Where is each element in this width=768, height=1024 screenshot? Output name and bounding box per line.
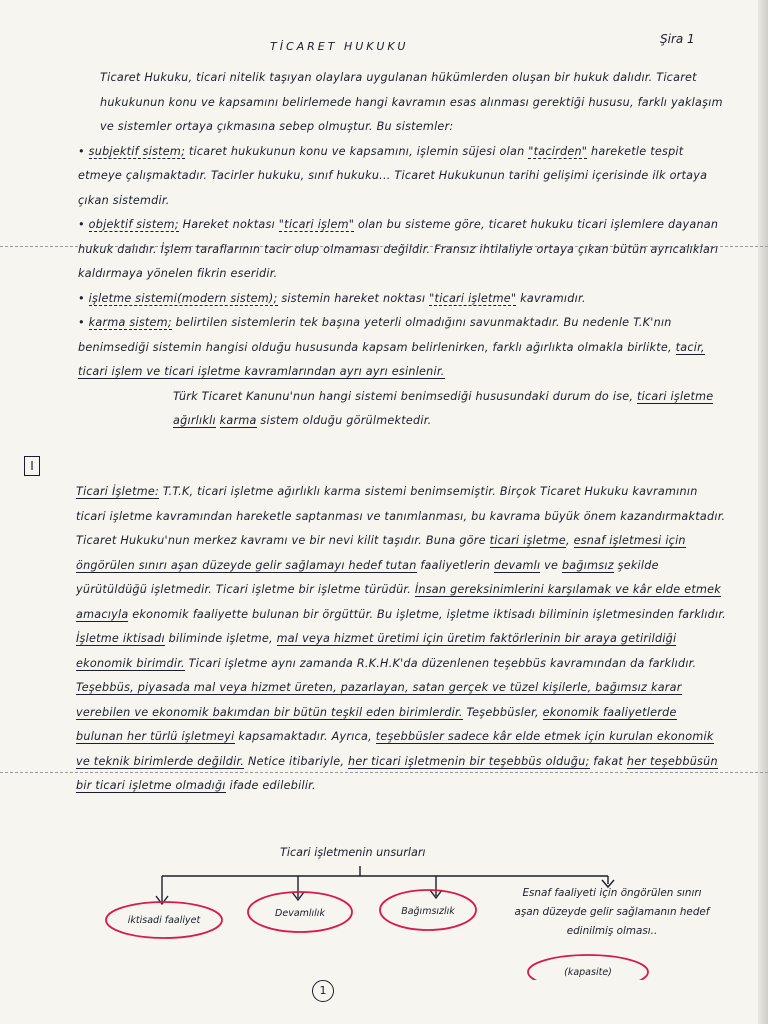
footer-page-number: 1 xyxy=(312,980,334,1002)
key-term: bağımsız xyxy=(561,558,614,572)
element-label: iktisadi faaliyet xyxy=(127,915,201,926)
kapasite-label: (kapasite) xyxy=(564,967,612,978)
key-term: devamlı xyxy=(493,558,541,572)
diagram-note: Esnaf faaliyeti için öngörülen sınırı aşan düzeyde gelir sağlamanın hedef edinilmiş olması.. xyxy=(514,887,710,937)
page-title: TİCARET HUKUKU xyxy=(270,40,409,53)
key-term: "tacirden" xyxy=(528,144,588,158)
key-term: "ticari işletme" xyxy=(429,291,517,305)
key-term: her teşebbüsün bir ticari işletme olmadığı xyxy=(76,754,718,792)
intro-section xyxy=(78,66,726,434)
key-term: ticari işletme ağırlıklı xyxy=(173,389,714,427)
key-term: İnsan gereksinimlerini karşılamak ve kâr elde etmek amacıyla xyxy=(76,583,721,621)
element-oval-kapasite xyxy=(528,955,648,980)
bullet-isletme: • işletme sistemi(modern sistem); sistemin hareket noktası "ticari işletme" kavramıdır. xyxy=(78,291,586,305)
element-oval-bagimsizlik xyxy=(380,890,476,930)
key-term: teşebbüsler sadece kâr elde etmek için kurulan ekonomik ve teknik birimlerde değildir. xyxy=(76,730,714,768)
key-term: tacir, ticari işlem ve ticari işletme kavramlarından ayrı ayrı esinlenir. xyxy=(78,340,705,378)
bullet-subjektif: • subjektif sistem; ticaret hukukunun konu ve kapsamını, işlemin süjesi olan "tacirden" hareketle tespit etmeye çalışmaktadır. Tacirler hukuku, sınıf hukuku... Ticaret Hukukunun tarihi gelişimi içerisinde ilk ortaya çıkan sistemdir. xyxy=(78,144,708,207)
section-lead: Ticari İşletme: xyxy=(76,485,160,498)
key-term: karma xyxy=(219,414,257,427)
bullet-objektif: • objektif sistem; Hareket noktası "ticari işlem" olan bu sisteme göre, ticaret hukuku ticari işlemlere dayanan hukuk dalıdır. İşlem taraflarının tacir olup olmaması değildir. Fransız ihtilaliyle ortaya çıkan bütün ayrıcalıkları kaldırmaya yönelen fikrin eseridir. xyxy=(78,218,719,280)
ticari-isletme-paragraph: Ticari İşletme: T.T.K, ticari işletme ağırlıklı karma sistemi benimsemiştir. Birçok Ticaret Hukuku kavramının ticari işletme kavramından hareketle saptanması ve tanımlanması, bu kavrama büyük önem kazandırmaktadır. Ticaret Hukuku'nun merkez kavramı ve bir nevi kilit taşıdır. Buna göre ticari işletme, esnaf işletmesi için öngörülen sınırı aşan düzeyde gelir sağlamayı hedef tutan faaliyetlerin devamlı ve bağımsız şekilde yürütüldüğü işletmedir. Ticari işletme bir işletme türüdür. İnsan gereksinimlerini karşılamak ve kâr elde etmek amacıyla ekonomik faaliyette bulunan bir örgüttür. Bu işletme, işletme iktisadı biliminin işletmesinden farklıdır. İşletme iktisadı biliminde işletme, mal veya hizmet üretimi için üretim faktörlerinin bir araya getirildiği ekonomik birimdir. Ticari işletme aynı zamanda R.K.H.K'da düzenlenen teşebbüs kavramından da farklıdır. Teşebbüs, piyasada mal veya hizmet üreten, pazarlayan, satan gerçek ve tüzel kişilerle, bağımsız karar verebilen ve ekonomik bakımdan bir bütün teşkil eden birimlerdir. Teşebbüsler, ekonomik faaliyetlerde bulunan her türlü işletmeyi kapsamaktadır. Ayrıca, teşebbüsler sadece kâr elde etmek için kurulan ekonomik ve teknik birimlerde değildir. Netice itibariyle, her ticari işletmenin bir teşebbüs olduğu; fakat her teşebbüsün bir ticari işletme olmadığı ifade edilebilir. xyxy=(76,485,726,792)
key-term: her ticari işletmenin bir teşebbüs olduğu; xyxy=(348,754,590,768)
bullet-lead: subjektif sistem; xyxy=(88,144,186,158)
bullet-lead: karma sistem; xyxy=(88,316,172,329)
element-label: Devamlılık xyxy=(275,908,325,919)
bullet-lead: işletme sistemi(modern sistem); xyxy=(88,291,278,305)
page-label: Şira 1 xyxy=(660,32,695,46)
key-term: Teşebbüs, piyasada mal veya hizmet üreten, pazarlayan, satan gerçek ve tüzel kişilerle, bağımsız karar verebilen ve ekonomik bakımdan bir bütün teşkil eden birimlerdir. xyxy=(76,681,682,719)
closing-paragraph: Türk Ticaret Kanunu'nun hangi sistemi benimsediği hususundaki durum do ise, ticari işletme ağırlıklı karma sistem olduğu görülmektedir. xyxy=(173,389,714,427)
ticari-isletme-section xyxy=(76,480,726,799)
element-oval-iktisadi xyxy=(106,902,222,938)
key-term: "ticari işlem" xyxy=(278,218,355,231)
key-term: ticari işletme xyxy=(489,534,566,547)
intro-paragraph: Ticaret Hukuku, ticari nitelik taşıyan olaylara uygulanan hükümlerden oluşan bir hukuk dalıdır. Ticaret hukukunun konu ve kapsamını belirlemede hangi kavramın esas alınması gerektiği hususu, farklı yaklaşım ve sistemler ortaya çıkmasına sebep olmuştur. Bu sistemler: xyxy=(100,71,723,133)
element-label: Bağımsızlık xyxy=(401,906,455,917)
diagram-title: Ticari işletmenin unsurları xyxy=(280,846,426,859)
key-term: mal veya hizmet üretimi için üretim faktörlerinin bir araya getirildiği ekonomik birimdir. xyxy=(76,632,677,670)
section-marker: I xyxy=(24,456,40,476)
bullet-karma: • karma sistem; belirtilen sistemlerin tek başına yeterli olmadığını savunmaktadır. Bu nedenle T.K'nın benimsediği sistemin hangisi olduğu hususunda kapsam belirlenirken, farklı ağırlıkta olmakla birlikte, tacir, ticari işlem ve ticari işletme kavramlarından ayrı ayrı esinlenir. xyxy=(78,316,705,378)
key-term: ekonomik faaliyetlerde bulunan her türlü işletmeyi xyxy=(76,705,677,743)
key-term: İşletme iktisadı xyxy=(76,632,165,645)
bullet-lead: objektif sistem; xyxy=(88,218,179,231)
key-term: esnaf işletmesi için öngörülen sınırı aşan düzeyde gelir sağlamayı hedef tutan xyxy=(76,534,686,572)
